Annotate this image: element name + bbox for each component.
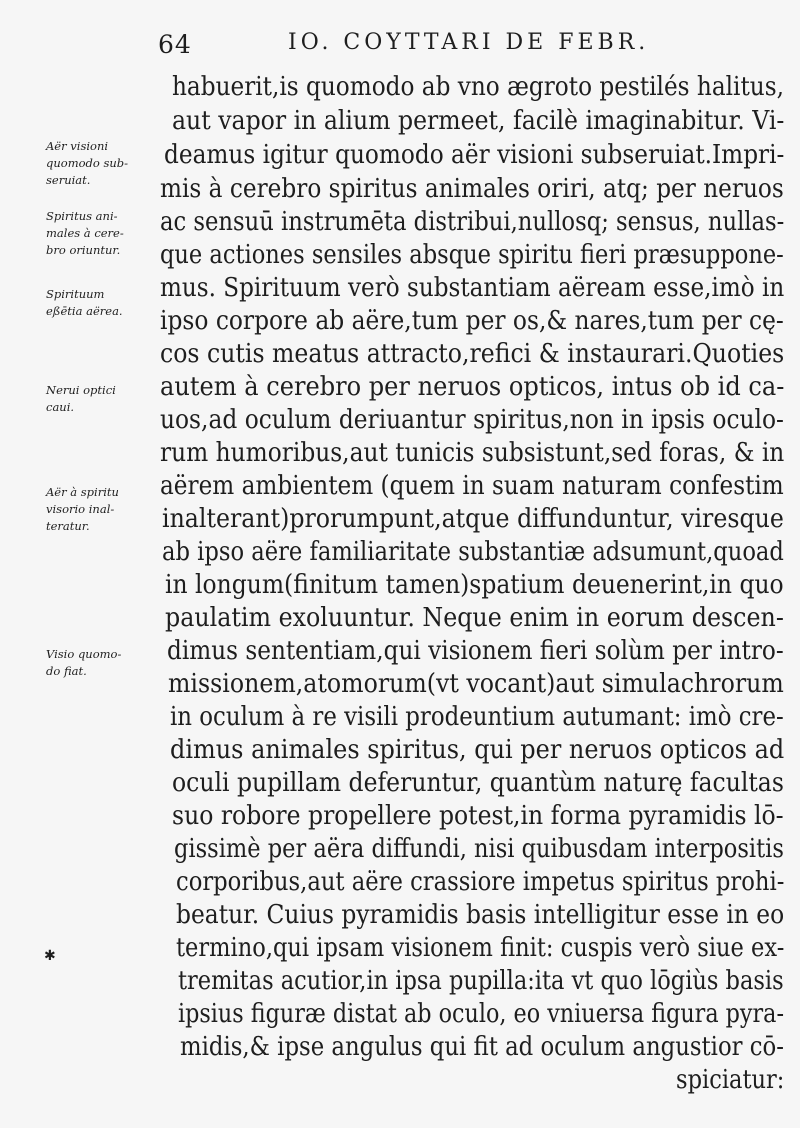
text-line: paulatim exoluuntur. Neque enim in eorum descen- [165, 602, 784, 633]
text-line: aut vapor in alium permeet, facilè imaginabitur. Vi- [172, 105, 785, 136]
text-line: inalterant)prorumpunt,atque diffunduntur, viresque [162, 503, 784, 534]
margin-note-line: caui. [46, 400, 75, 414]
margin-note-line: Visio quomo- [46, 647, 122, 661]
text-line: autem à cerebro per neruos opticos, intus ob id ca- [160, 371, 785, 402]
margin-note-line: Spirituum [46, 287, 105, 301]
margin-note-line: quomodo sub- [46, 156, 129, 170]
text-line: suo robore propellere potest,in forma pyramidis lō- [172, 800, 784, 831]
text-line: spiciatur: [676, 1064, 785, 1095]
text-line: mis à cerebro spiritus animales oriri, atq; per neruos [160, 173, 784, 204]
text-line: deamus igitur quomodo aër visioni subseruiat.Impri- [164, 139, 785, 170]
text-line: ipsius figuræ distat ab oculo, eo vniuersa figura pyra- [178, 998, 784, 1029]
text-line: in longum(finitum tamen)spatium deuenerint,in quo [165, 569, 784, 600]
text-line: tremitas acutior,in ipsa pupilla:ita vt quo lōgiùs basis [178, 965, 784, 996]
margin-note-line: eßētia aërea. [46, 304, 123, 318]
margin-note [46, 484, 158, 535]
margin-note [46, 286, 158, 320]
margin-note [46, 208, 158, 259]
text-line: ac sensuū instrumēta distribui,nullosq; sensus, nullas- [160, 206, 785, 237]
margin-note-line: bro oriuntur. [46, 243, 121, 257]
text-line: mus. Spirituum verò substantiam aëream esse,imò in [160, 272, 785, 303]
text-line: cos cutis meatus attracto,refici & instaurari.Quoties [160, 338, 785, 369]
text-line: aërem ambientem (quem in suam naturam confestim [160, 470, 784, 501]
text-line: gissimè per aëra diffundi, nisi quibusdam interpositis [174, 833, 784, 864]
margin-note-line: Aër à spiritu [46, 485, 119, 499]
margin-note-line: teratur. [46, 519, 90, 533]
text-line: corporibus,aut aëre crassiore impetus spiritus prohi- [176, 866, 785, 897]
text-line: beatur. Cuius pyramidis basis intelligitur esse in eo [176, 899, 785, 930]
text-line: missionem,atomorum(vt vocant)aut simulachrorum [168, 668, 784, 699]
margin-note-line: Spiritus ani- [46, 209, 118, 223]
text-line: habuerit,is quomodo ab vno ægroto pestilés halitus, [172, 71, 784, 102]
margin-note [46, 382, 158, 416]
text-line: dimus animales spiritus, qui per neruos opticos ad [170, 734, 785, 765]
margin-note-line: do fiat. [46, 664, 87, 678]
margin-note-line: visorio inal- [46, 502, 115, 516]
text-line: in oculum à re visili prodeuntium autumant: imò cre- [170, 701, 784, 732]
text-line: dimus sententiam,qui visionem fieri solùm per intro- [167, 635, 784, 666]
text-line: uos,ad oculum deriuantur spiritus,non in ipsis oculo- [160, 404, 784, 435]
margin-note-line: males à cere- [46, 226, 124, 240]
margin-note-line: Nerui optici [46, 383, 116, 397]
margin-note [46, 646, 158, 680]
text-line: ipso corpore ab aëre,tum per os,& nares,tum per cę- [160, 305, 784, 336]
text-line: termino,qui ipsam visionem finit: cuspis verò siue ex- [176, 932, 785, 963]
running-head: IO. COYTTARI DE FEBR. [288, 30, 650, 55]
page-number: 64 [158, 30, 192, 59]
margin-note [46, 138, 158, 189]
margin-note-line: seruiat. [46, 173, 91, 187]
page-header [158, 30, 778, 66]
margin-note-line: Aër visioni [46, 139, 109, 153]
text-line: rum humoribus,aut tunicis subsistunt,sed foras, & in [160, 437, 785, 468]
text-line: ab ipso aëre familiaritate substantiæ adsumunt,quoad [162, 536, 784, 567]
text-line: oculi pupillam deferuntur, quantùm naturę facultas [172, 767, 784, 798]
text-line: midis,& ipse angulus qui fit ad oculum angustior cō- [180, 1031, 784, 1062]
text-line: que actiones sensiles absque spiritu fieri præsuppone- [160, 239, 784, 270]
ink-speck: ✱ [44, 948, 56, 964]
